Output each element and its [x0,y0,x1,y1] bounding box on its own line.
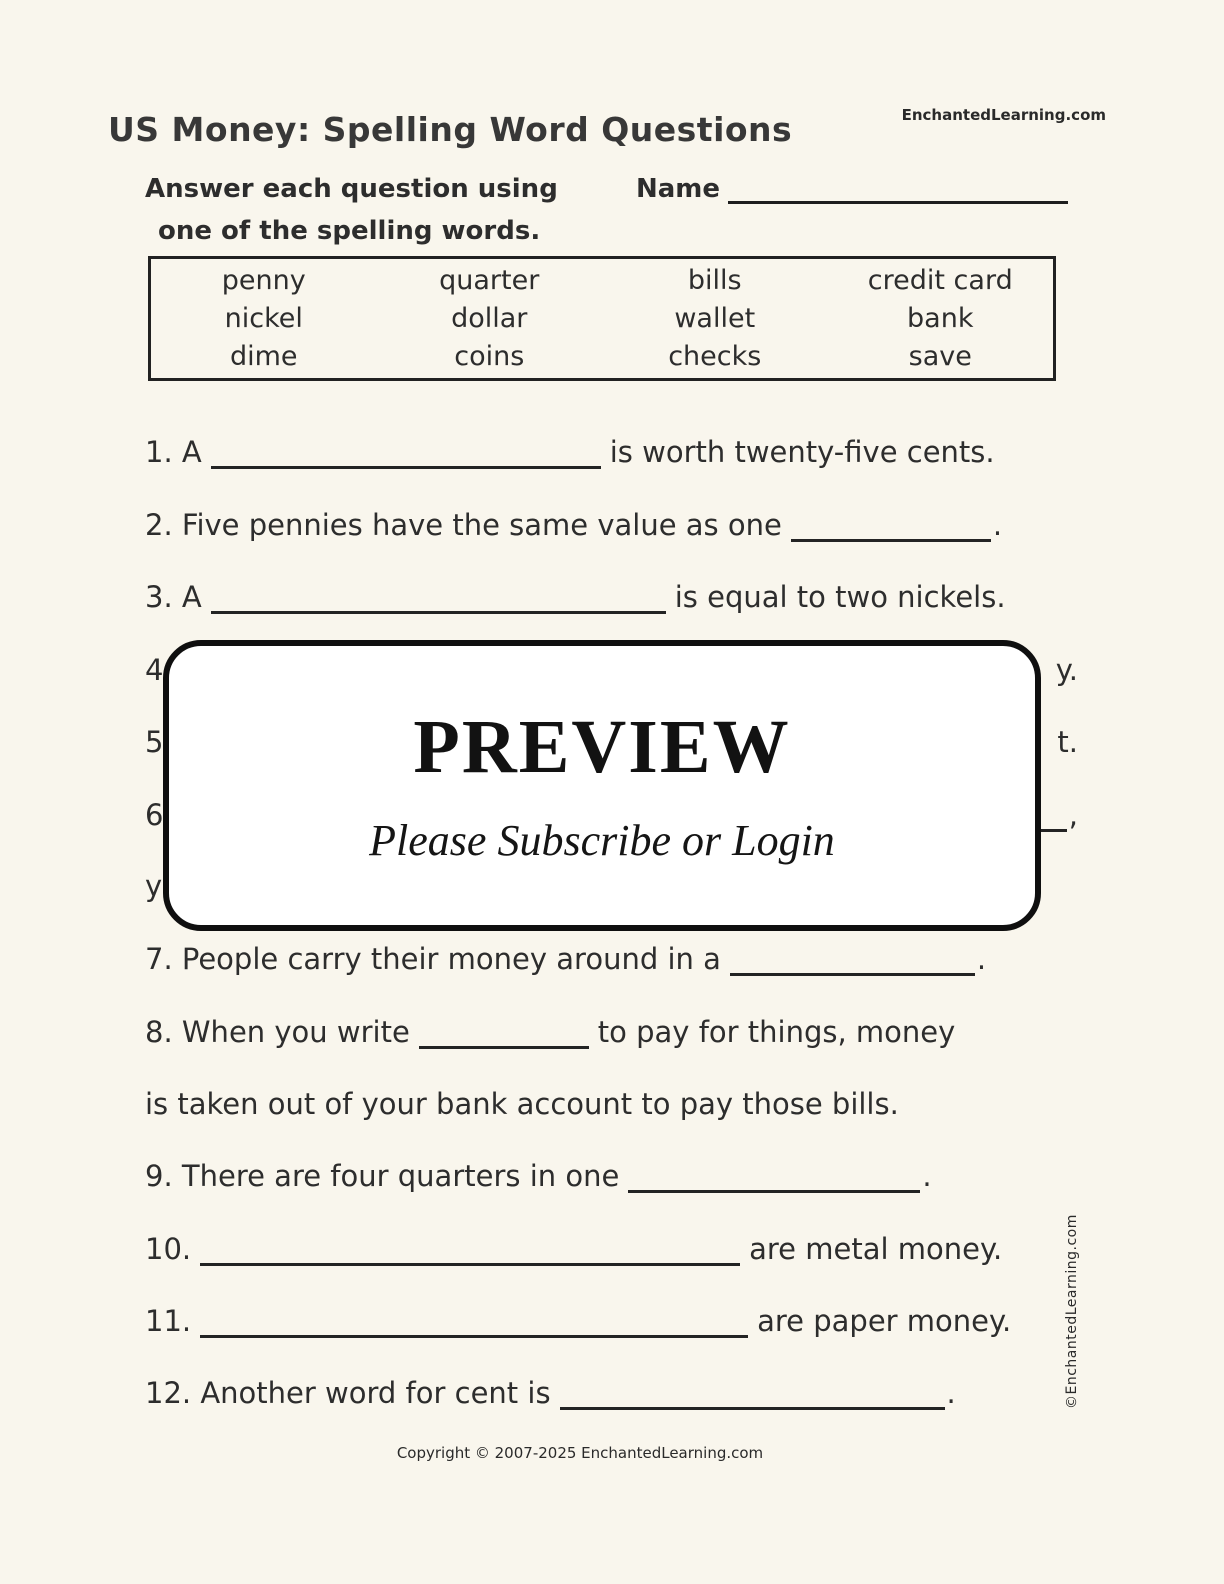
question-12 [145,1373,1078,1413]
question-text: 10. [145,1232,192,1266]
answer-blank-line [200,1234,740,1266]
question-text: are paper money. [757,1304,1012,1338]
question-8 [145,1012,1078,1052]
word-bank-word: save [908,340,972,372]
word-bank-word: quarter [439,265,540,297]
footer-copyright: Copyright © 2007-2025 EnchantedLearning.com [396,1444,764,1462]
question-11 [145,1301,1078,1341]
question-fragment: t. [1057,725,1078,759]
name-blank-line [728,176,1068,204]
word-bank-word: wallet [674,302,756,334]
question-text: 8. When you write [145,1015,410,1049]
answer-blank-line [791,510,991,542]
question-text: 12. Another word for cent is [145,1376,551,1410]
preview-subscribe-login-text: Please Subscribe or Login [369,815,835,865]
question-text: 9. There are four quarters in one [145,1159,620,1193]
question-fragment: y. [1055,653,1078,687]
question-text: 2. Five pennies have the same value as one [145,508,782,542]
name-label: Name [636,174,721,204]
question-text: 11. [145,1304,192,1338]
question-1 [145,432,1078,472]
answer-blank-line [211,582,666,614]
question-text: 7. People carry their money around in a [145,942,721,976]
question-number: 4 [145,653,164,687]
question-2 [145,505,1078,545]
question-number: 5 [145,725,164,759]
word-bank-word: checks [668,340,762,372]
question-text: are metal money. [749,1232,1003,1266]
word-bank [148,256,1056,381]
word-bank-word: penny [221,265,306,297]
word-bank-word: bills [687,265,742,297]
answer-blank-line [628,1161,920,1193]
question-text: 3. A [145,580,202,614]
answer-blank-line [730,944,975,976]
question-text: is worth twenty-five cents. [609,435,995,469]
question-fragment: , [1037,795,1078,835]
question-10 [145,1229,1078,1269]
question-text: . [976,942,987,976]
answer-blank-line [200,1306,748,1338]
answer-blank-line [419,1017,589,1049]
question-7 [145,939,1078,979]
answer-blank-line [1037,802,1067,832]
question-fragment: y [145,869,163,903]
page-title: US Money: Spelling Word Questions [108,110,793,149]
instructions-line-2: one of the spelling words. [158,216,541,246]
answer-blank-line [211,437,601,469]
answer-blank-line [560,1378,945,1410]
word-bank-word: bank [907,302,974,334]
site-link: EnchantedLearning.com [901,106,1106,124]
word-bank-word: nickel [224,302,303,334]
word-bank-word: dollar [451,302,528,334]
preview-title: PREVIEW [413,704,791,789]
question-text: . [946,1376,956,1410]
word-bank-word: dime [229,340,298,372]
word-bank-word: coins [454,340,525,372]
question-8-continuation [145,1084,1078,1124]
question-text: 1. A [145,435,202,469]
question-9 [145,1156,1078,1196]
question-text: is taken out of your bank account to pay those bills. [145,1087,899,1121]
word-bank-word: credit card [867,265,1013,297]
question-text: . [922,1159,932,1193]
question-text: is equal to two nickels. [674,580,1006,614]
question-3 [145,577,1078,617]
instructions-line-1: Answer each question using [145,174,558,204]
question-text: to pay for things, money [597,1015,956,1049]
preview-overlay [163,640,1041,931]
question-text: . [992,508,1003,542]
question-number: 6 [145,798,164,832]
side-copyright-vertical: ©EnchantedLearning.com [1064,1214,1080,1409]
